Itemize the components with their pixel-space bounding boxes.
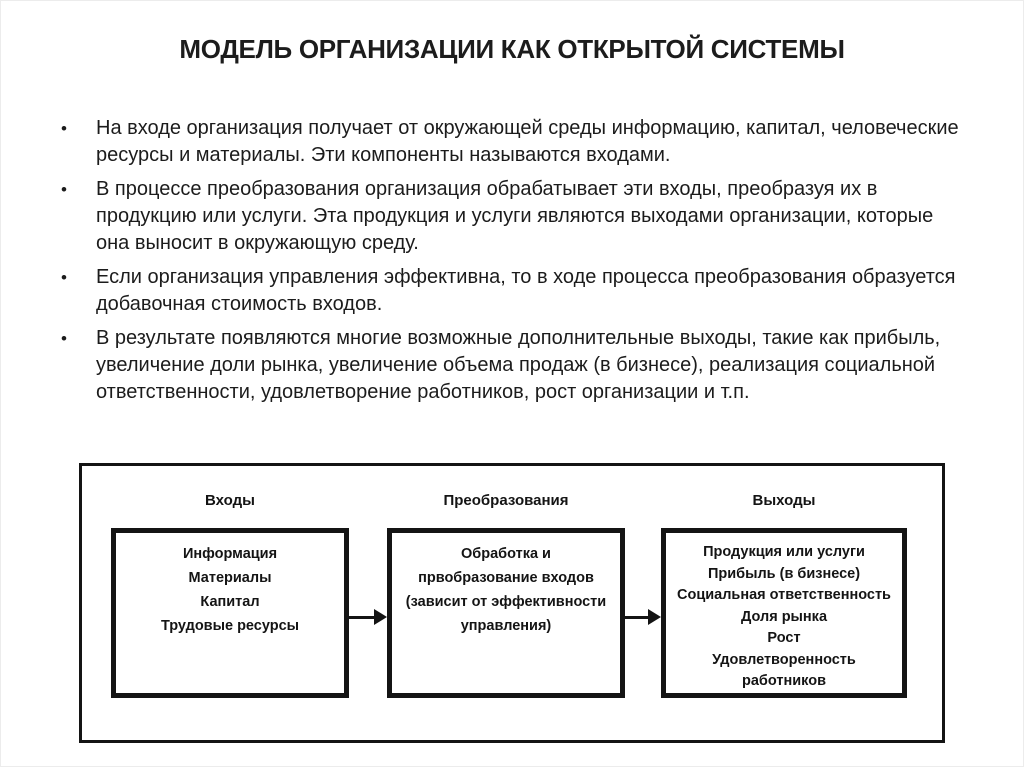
bullet-marker: • [61, 329, 67, 348]
box-text-line: Трудовые ресурсы [160, 618, 300, 634]
box-text-line: Продукция или услуги [703, 544, 865, 560]
inputs-box [111, 528, 349, 698]
box-text-line: Доля рынка [740, 608, 828, 625]
box-text-line: управления) [460, 618, 552, 634]
bullet-text: На входе организация получает от окружающей среды информацию, капитал, человеческие ресурсы и материалы. Эти компоненты называются входами. [96, 117, 959, 166]
bullet-text: В процессе преобразования организация обрабатывает эти входы, преобразуя их в продукцию или услуги. Эта продукция и услуги являются выходами организации, которые она выносит в окружающую среду. [96, 178, 934, 254]
box-text-line: првобразование входов [418, 570, 594, 586]
list-item [59, 325, 959, 406]
bullet-marker: • [61, 268, 67, 287]
open-system-diagram [79, 463, 945, 743]
box-text-line: Удовлетворенность [712, 651, 856, 668]
column-label-inputs: Входы [205, 492, 255, 509]
arrow-head [374, 609, 387, 625]
box-text-line: Материалы [188, 570, 272, 586]
column-label-outputs: Выходы [752, 492, 816, 509]
column-label-transformations: Преобразования [443, 492, 569, 509]
outputs-box [661, 528, 907, 698]
arrow-shaft [349, 616, 376, 619]
box-text-line: (зависит от эффективности [405, 594, 607, 610]
box-text-line: Социальная ответственность [677, 587, 891, 603]
arrow-head [648, 609, 661, 625]
box-text-line: Обработка и [461, 546, 551, 562]
box-text-line: Прибыль (в бизнесе) [707, 565, 861, 582]
bullet-marker: • [61, 119, 67, 138]
arrow-right-icon [625, 609, 661, 625]
box-text-line: работников [742, 673, 826, 689]
arrow-right-icon [349, 609, 387, 625]
bullet-text: В результате появляются многие возможные дополнительные выходы, такие как прибыль, увеличение доли рынка, увеличение объема продаж (в бизнесе), реализация социальной ответственности, удовлетворение работников, рост организации и т.п. [96, 327, 941, 403]
list-item [59, 176, 959, 257]
page-title: МОДЕЛЬ ОРГАНИЗАЦИИ КАК ОТКРЫТОЙ СИСТЕМЫ [179, 34, 845, 64]
bullet-list [59, 115, 959, 413]
box-text-line: Информация [182, 546, 278, 562]
list-item [59, 264, 959, 318]
box-text-line: Капитал [200, 594, 260, 610]
list-item [59, 115, 959, 169]
arrow-shaft [625, 616, 650, 619]
box-text-line: Рост [767, 630, 801, 646]
transformations-box [387, 528, 625, 698]
bullet-marker: • [61, 180, 67, 199]
bullet-text: Если организация управления эффективна, то в ходе процесса преобразования образуется добавочная стоимость входов. [96, 266, 956, 315]
